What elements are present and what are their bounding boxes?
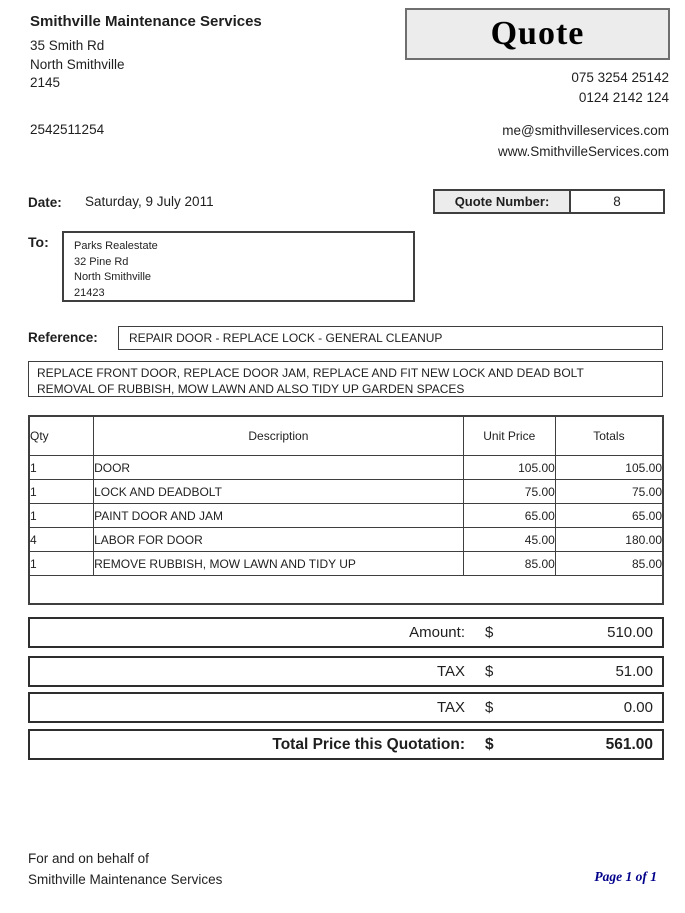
grand-total-currency-symbol: $ <box>485 735 494 753</box>
footer-behalf-line: For and on behalf of <box>28 851 149 866</box>
company-address-line1: 35 Smith Rd <box>30 38 105 53</box>
amount-currency-symbol: $ <box>485 624 494 641</box>
item-qty: 4 <box>29 528 94 552</box>
totals-header: Totals <box>555 416 663 456</box>
quote-number-label: Quote Number: <box>435 191 571 212</box>
qty-header: Qty <box>29 416 94 456</box>
contact-phone-1: 075 3254 25142 <box>571 70 669 85</box>
item-qty: 1 <box>29 480 94 504</box>
date-label: Date: <box>28 195 62 210</box>
item-description: LABOR FOR DOOR <box>94 528 464 552</box>
tax1-currency-symbol: $ <box>485 663 494 680</box>
tax2-box <box>28 692 664 723</box>
reference-label: Reference: <box>28 330 98 345</box>
footer-company-line: Smithville Maintenance Services <box>28 872 223 887</box>
recipient-name: Parks Realestate <box>74 240 158 252</box>
description-line2: REMOVAL OF RUBBISH, MOW LAWN AND ALSO TIDY UP GARDEN SPACES <box>37 382 465 396</box>
grand-total-value: 561.00 <box>605 735 653 753</box>
item-description: PAINT DOOR AND JAM <box>94 504 464 528</box>
quote-title: Quote <box>490 15 585 52</box>
company-name: Smithville Maintenance Services <box>30 13 262 30</box>
page-number: Page 1 of 1 <box>594 869 657 884</box>
item-total: 180.00 <box>555 528 663 552</box>
company-postcode: 2145 <box>30 75 61 90</box>
to-label: To: <box>28 234 49 250</box>
tax1-value: 51.00 <box>615 663 653 680</box>
item-qty: 1 <box>29 504 94 528</box>
items-header-row <box>29 416 663 456</box>
item-row <box>29 504 663 528</box>
empty-row <box>29 576 663 605</box>
tax2-label: TAX <box>436 699 465 716</box>
description-box <box>28 361 663 397</box>
description-header: Description <box>94 416 464 456</box>
item-row <box>29 456 663 480</box>
reference-value: REPAIR DOOR - REPLACE LOCK - GENERAL CLEANUP <box>129 331 443 345</box>
items-table <box>28 415 664 605</box>
date-value: Saturday, 9 July 2011 <box>85 194 214 209</box>
item-total: 85.00 <box>555 552 663 576</box>
tax2-currency-symbol: $ <box>485 699 494 716</box>
recipient-postcode: 21423 <box>74 286 105 299</box>
item-unit-price: 75.00 <box>463 480 555 504</box>
company-address-line2: North Smithville <box>30 56 125 72</box>
item-total: 75.00 <box>555 480 663 504</box>
company-address <box>30 37 125 93</box>
item-description: LOCK AND DEADBOLT <box>94 480 464 504</box>
item-row <box>29 480 663 504</box>
grand-total-label: Total Price this Quotation: <box>272 735 465 753</box>
contact-phone-2: 0124 2142 124 <box>578 90 669 105</box>
reference-box <box>118 326 663 350</box>
item-qty: 1 <box>29 456 94 480</box>
item-row <box>29 552 663 576</box>
item-total: 105.00 <box>555 456 663 480</box>
quote-number-value: 8 <box>613 194 621 209</box>
recipient-address-line2: North Smithville <box>74 271 152 283</box>
item-unit-price: 85.00 <box>463 552 555 576</box>
tax2-value: 0.00 <box>623 699 653 716</box>
grand-total-box <box>28 729 664 760</box>
quote-number-box <box>433 189 665 214</box>
contact-website: www.SmithvilleServices.com <box>497 144 669 159</box>
recipient-box <box>62 231 415 302</box>
item-description: REMOVE RUBBISH, MOW LAWN AND TIDY UP <box>94 552 464 576</box>
item-description: DOOR <box>94 456 464 480</box>
item-unit-price: 105.00 <box>463 456 555 480</box>
item-unit-price: 65.00 <box>463 504 555 528</box>
unit-price-header: Unit Price <box>463 416 555 456</box>
tax1-box <box>28 656 664 687</box>
description-line1: REPLACE FRONT DOOR, REPLACE DOOR JAM, REPLACE AND FIT NEW LOCK AND DEAD BOLT <box>37 366 584 380</box>
amount-label: Amount: <box>409 624 465 641</box>
item-row <box>29 528 663 552</box>
company-phone: 2542511254 <box>30 122 105 137</box>
empty-cell <box>29 576 663 605</box>
tax1-label: TAX <box>436 663 465 680</box>
amount-value: 510.00 <box>607 624 653 641</box>
contact-email: me@smithvilleservices.com <box>502 123 669 138</box>
amount-box <box>28 617 664 648</box>
recipient-address-line1: 32 Pine Rd <box>74 255 129 268</box>
quote-title-box <box>405 8 670 60</box>
item-total: 65.00 <box>555 504 663 528</box>
item-qty: 1 <box>29 552 94 576</box>
item-unit-price: 45.00 <box>463 528 555 552</box>
